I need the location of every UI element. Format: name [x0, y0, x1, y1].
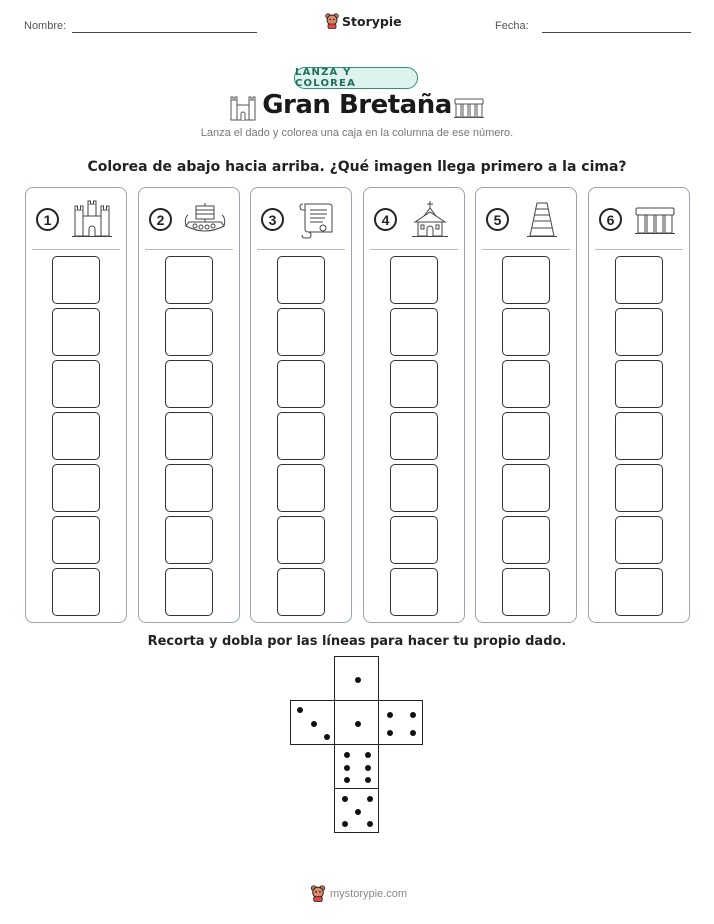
instruction-bottom: Recorta y dobla por las líneas para hacer tu propio dado. [147, 634, 567, 649]
color-box[interactable] [502, 464, 550, 512]
column-number: 6 [599, 208, 622, 231]
color-box[interactable] [277, 516, 325, 564]
color-box[interactable] [390, 568, 438, 616]
die-pip [344, 777, 350, 783]
column-number: 4 [374, 208, 397, 231]
stonehenge-icon [453, 96, 485, 120]
page-subtitle: Lanza el dado y colorea una caja en la columna de ese número. [200, 127, 514, 139]
column-divider [370, 249, 458, 250]
die-pip [342, 821, 348, 827]
die-pip [342, 796, 348, 802]
color-box[interactable] [502, 360, 550, 408]
column-divider [257, 249, 345, 250]
column-header [476, 200, 576, 240]
color-box[interactable] [615, 464, 663, 512]
footer-url: mystorypie.com [330, 887, 408, 900]
column-divider [32, 249, 120, 250]
die-pip [365, 777, 371, 783]
color-box[interactable] [615, 256, 663, 304]
color-box[interactable] [277, 308, 325, 356]
column-2 [138, 187, 240, 623]
color-box[interactable] [52, 464, 100, 512]
color-box[interactable] [390, 360, 438, 408]
color-box[interactable] [390, 308, 438, 356]
color-box[interactable] [165, 360, 213, 408]
column-header [251, 200, 351, 240]
brand-logo [325, 13, 402, 29]
color-box[interactable] [615, 412, 663, 460]
stonehenge-icon [633, 200, 677, 240]
bear-icon [325, 13, 339, 29]
column-header [364, 200, 464, 240]
column-number: 3 [261, 208, 284, 231]
column-divider [482, 249, 570, 250]
column-header [589, 200, 689, 240]
die-face [290, 700, 335, 745]
color-box[interactable] [277, 568, 325, 616]
scroll-icon [295, 200, 339, 240]
date-field[interactable] [542, 32, 691, 33]
color-box[interactable] [277, 256, 325, 304]
color-box[interactable] [390, 412, 438, 460]
column-6 [588, 187, 690, 623]
color-box[interactable] [165, 412, 213, 460]
column-divider [595, 249, 683, 250]
color-box[interactable] [277, 412, 325, 460]
brand-name: Storypie [342, 13, 402, 29]
die-pip [324, 734, 330, 740]
color-box[interactable] [502, 308, 550, 356]
activity-badge: LANZA Y COLOREA [294, 67, 418, 89]
die-pip [387, 730, 393, 736]
color-box[interactable] [390, 256, 438, 304]
color-box[interactable] [390, 464, 438, 512]
color-box[interactable] [502, 516, 550, 564]
color-box[interactable] [615, 360, 663, 408]
column-divider [145, 249, 233, 250]
color-box[interactable] [165, 516, 213, 564]
color-box[interactable] [502, 568, 550, 616]
column-4 [363, 187, 465, 623]
die-pip [355, 721, 361, 727]
church-icon [408, 200, 452, 240]
color-box[interactable] [277, 360, 325, 408]
color-box[interactable] [165, 568, 213, 616]
die-face [334, 788, 379, 833]
die-pip [344, 765, 350, 771]
column-number: 2 [149, 208, 172, 231]
die-face [378, 700, 423, 745]
color-box[interactable] [52, 516, 100, 564]
column-header [139, 200, 239, 240]
castle-icon [70, 200, 114, 240]
color-box[interactable] [615, 568, 663, 616]
color-box[interactable] [165, 256, 213, 304]
color-box[interactable] [502, 256, 550, 304]
page-title: Gran Bretaña [262, 90, 452, 120]
name-label: Nombre: [24, 20, 67, 32]
column-number: 5 [486, 208, 509, 231]
color-box[interactable] [277, 464, 325, 512]
viking-ship-icon [183, 200, 227, 240]
color-box[interactable] [52, 256, 100, 304]
die-face [334, 656, 379, 701]
die-pip [297, 707, 303, 713]
color-box[interactable] [52, 360, 100, 408]
column-number: 1 [36, 208, 59, 231]
die-pip [410, 730, 416, 736]
die-pip [355, 809, 361, 815]
die-pip [410, 712, 416, 718]
color-box[interactable] [390, 516, 438, 564]
color-box[interactable] [502, 412, 550, 460]
color-box[interactable] [52, 412, 100, 460]
die-pip [365, 765, 371, 771]
die-pip [365, 752, 371, 758]
column-header [26, 200, 126, 240]
die-pip [387, 712, 393, 718]
color-box[interactable] [615, 308, 663, 356]
footer [310, 885, 407, 902]
tower-icon [520, 200, 564, 240]
die-face [334, 700, 379, 745]
date-label: Fecha: [495, 20, 529, 32]
die-pip [367, 796, 373, 802]
die-face [334, 744, 379, 789]
bear-icon [310, 885, 326, 902]
column-1 [25, 187, 127, 623]
die-pip [344, 752, 350, 758]
die-pip [311, 721, 317, 727]
die-pip [355, 677, 361, 683]
color-box[interactable] [165, 308, 213, 356]
column-5 [475, 187, 577, 623]
instruction-top: Colorea de abajo hacia arriba. ¿Qué imagen llega primero a la cima? [87, 159, 627, 175]
name-field[interactable] [72, 32, 257, 33]
color-box[interactable] [52, 308, 100, 356]
column-3 [250, 187, 352, 623]
color-box[interactable] [52, 568, 100, 616]
die-pip [367, 821, 373, 827]
color-box[interactable] [165, 464, 213, 512]
color-box[interactable] [615, 516, 663, 564]
